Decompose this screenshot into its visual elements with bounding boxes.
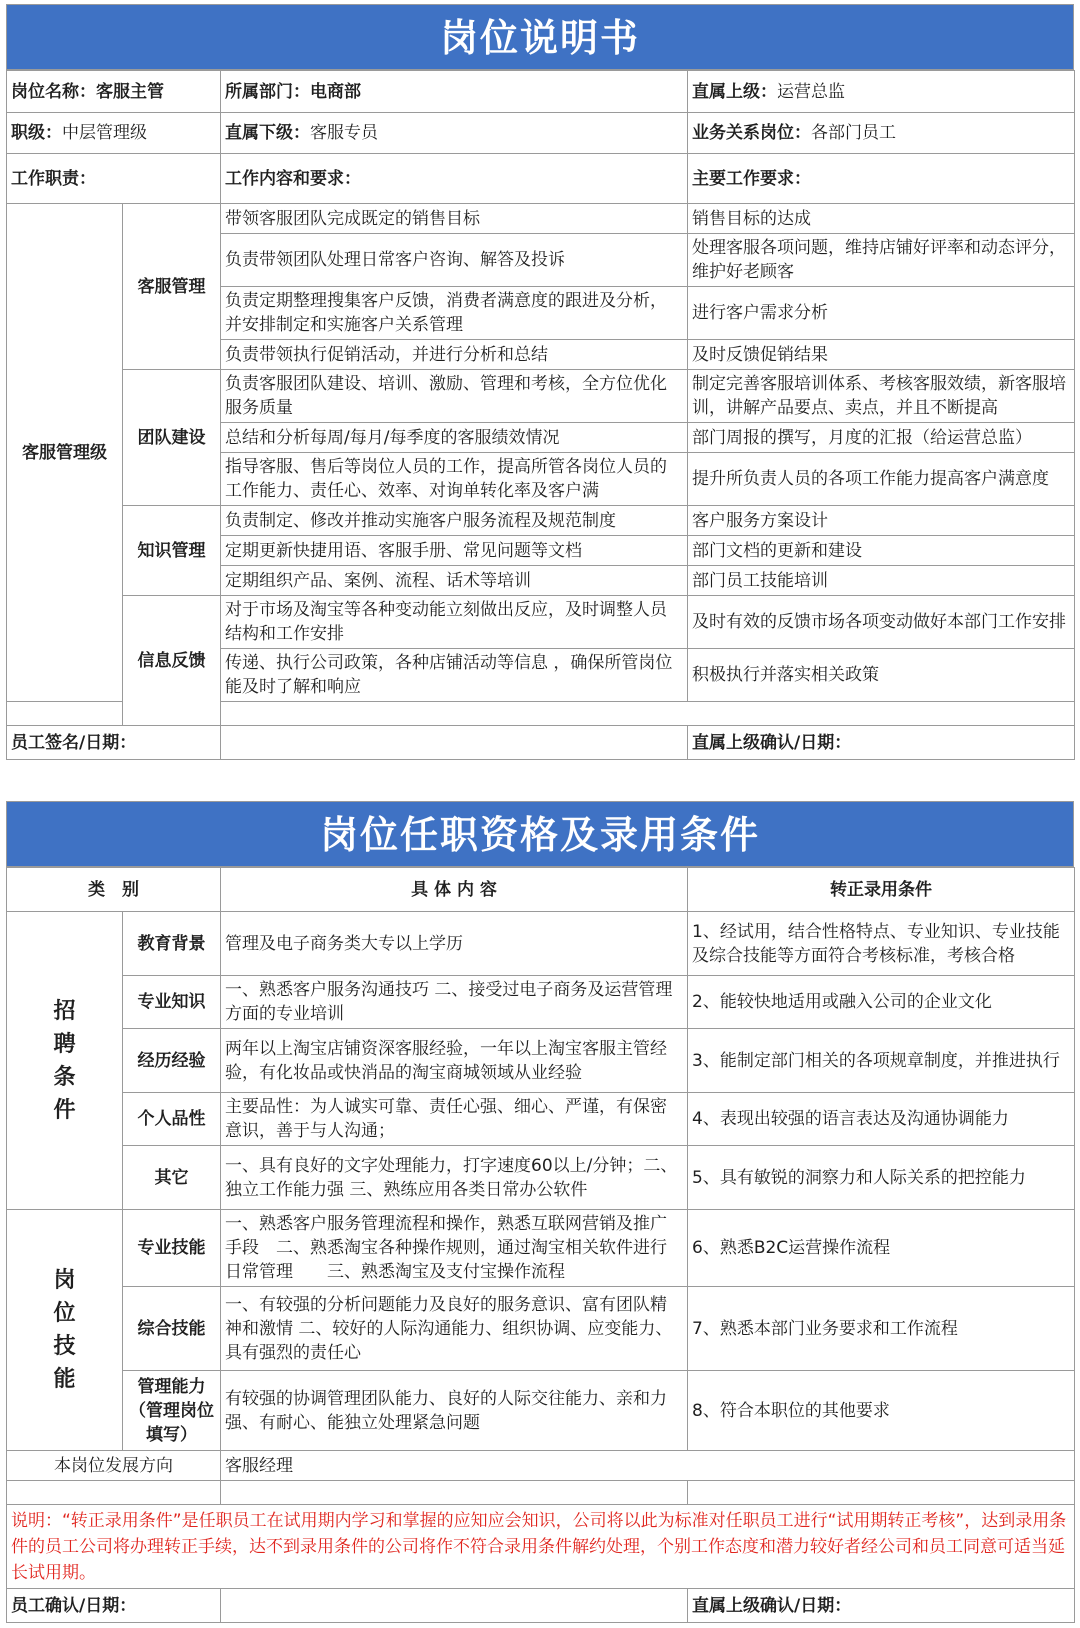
dept-value: 电商部 bbox=[310, 81, 361, 102]
qualification-row bbox=[7, 912, 1075, 976]
group-label-char: 技 bbox=[53, 1334, 76, 1359]
duty-requirement: 部门文档的更新和建设 bbox=[688, 536, 1075, 566]
item-name: 教育背景 bbox=[123, 912, 221, 976]
group-label-char: 聘 bbox=[53, 1031, 76, 1057]
group-label-char: 条 bbox=[53, 1064, 76, 1090]
job-description-title: 岗位说明书 bbox=[6, 4, 1074, 70]
duty-row bbox=[7, 204, 1075, 234]
qualifications-table bbox=[6, 867, 1075, 1623]
item-content: 两年以上淘宝店铺资深客服经验，一年以上淘宝客服主管经验，有化妆品或快消品的淘宝商城领域从业经验 bbox=[221, 1029, 688, 1093]
blank-cell bbox=[221, 1481, 688, 1505]
section-name: 信息反馈 bbox=[123, 596, 221, 726]
duty-content: 带领客服团队完成既定的销售目标 bbox=[221, 204, 688, 234]
item-name: 综合技能 bbox=[123, 1287, 221, 1371]
group-label-char: 件 bbox=[53, 1097, 76, 1123]
item-name: 专业技能 bbox=[123, 1210, 221, 1287]
development-row bbox=[7, 1451, 1075, 1481]
header-row-3 bbox=[7, 154, 1075, 204]
duty-content: 传递、执行公司政策，各种店铺活动等信息 ，确保所管岗位能及时了解和响应 bbox=[221, 649, 688, 702]
group-label-char: 招 bbox=[53, 998, 76, 1024]
item-name: 管理能力（管理岗位填写） bbox=[123, 1371, 221, 1451]
subordinate-value: 客服专员 bbox=[310, 123, 378, 143]
duty-requirement: 部门周报的撰写，月度的汇报（给运营总监） bbox=[688, 423, 1075, 453]
duty-content: 指导客服、售后等岗位人员的工作，提高所管各岗位人员的工作能力、责任心、效率、对询单转化率及客户满 bbox=[221, 453, 688, 506]
condition-item: 2、能较快地适用或融入公司的企业文化 bbox=[688, 976, 1075, 1029]
duty-content: 对于市场及淘宝等各种变动能立刻做出反应，及时调整人员结构和工作安排 bbox=[221, 596, 688, 649]
superior-confirm: 直属上级确认/日期： bbox=[688, 726, 1075, 760]
job-description-table bbox=[6, 70, 1075, 760]
qualifications-sheet bbox=[6, 801, 1074, 1623]
qualification-row bbox=[7, 1093, 1075, 1146]
position-value: 客服主管 bbox=[96, 81, 164, 102]
condition-item: 4、表现出较强的语言表达及沟通协调能力 bbox=[688, 1093, 1075, 1146]
blank-cell bbox=[688, 1481, 1075, 1505]
qualification-row bbox=[7, 1146, 1075, 1210]
group-label: 客服管理级 bbox=[7, 204, 123, 702]
employee-confirm: 员工确认/日期： bbox=[7, 1589, 221, 1623]
duty-requirement: 部门员工技能培训 bbox=[688, 566, 1075, 596]
duty-content: 负责定期整理搜集客户反馈，消费者满意度的跟进及分析，并安排制定和实施客户关系管理 bbox=[221, 287, 688, 340]
qualification-row bbox=[7, 1287, 1075, 1371]
section-name: 团队建设 bbox=[123, 370, 221, 506]
development-label: 本岗位发展方向 bbox=[7, 1451, 221, 1481]
qualification-row bbox=[7, 1210, 1075, 1287]
item-content: 管理及电子商务类大专以上学历 bbox=[221, 912, 688, 976]
job-description-sheet bbox=[6, 4, 1074, 760]
superior-value: 运营总监 bbox=[777, 81, 845, 102]
condition-item: 1、经试用，结合性格特点、专业知识、专业技能及综合技能等方面符合考核标准，考核合格 bbox=[688, 912, 1075, 976]
section-name: 知识管理 bbox=[123, 506, 221, 596]
group-label-recruit bbox=[7, 912, 123, 1210]
footer-row bbox=[7, 1589, 1075, 1623]
superior-cell bbox=[688, 71, 1075, 113]
duty-requirement: 及时有效的反馈市场各项变动做好本部门工作安排 bbox=[688, 596, 1075, 649]
duties-label: 工作职责： bbox=[7, 154, 221, 204]
level-value: 中层管理级 bbox=[62, 123, 147, 143]
condition-item: 6、熟悉B2C运营操作流程 bbox=[688, 1210, 1075, 1287]
item-content: 一、具有良好的文字处理能力，打字速度60以上/分钟；二、独立工作能力强 三、熟练应用各类日常办公软件 bbox=[221, 1146, 688, 1210]
note-row bbox=[7, 1505, 1075, 1589]
blank-cell bbox=[7, 702, 1075, 726]
dept-cell bbox=[221, 71, 688, 113]
employee-confirm-field[interactable] bbox=[221, 1589, 688, 1623]
duty-requirement: 客户服务方案设计 bbox=[688, 506, 1075, 536]
qualifications-header-row bbox=[7, 868, 1075, 912]
level-label: 职级： bbox=[11, 123, 62, 143]
superior-confirm: 直属上级确认/日期： bbox=[688, 1589, 1075, 1623]
item-content: 有较强的协调管理团队能力、良好的人际交往能力、亲和力强、有耐心、能独立处理紧急问题 bbox=[221, 1371, 688, 1451]
duty-content: 负责客服团队建设、培训、激励、管理和考核，全方位优化服务质量 bbox=[221, 370, 688, 423]
qualification-row bbox=[7, 976, 1075, 1029]
group-label-char: 位 bbox=[53, 1301, 76, 1326]
header-row-2 bbox=[7, 113, 1075, 154]
item-name: 经历经验 bbox=[123, 1029, 221, 1093]
group-label-skills bbox=[7, 1210, 123, 1451]
duty-content: 负责带领团队处理日常客户咨询、解答及投诉 bbox=[221, 234, 688, 287]
subordinate-cell bbox=[221, 113, 688, 154]
relation-label: 业务关系岗位： bbox=[692, 123, 811, 143]
content-label: 工作内容和要求： bbox=[221, 154, 688, 204]
relation-cell bbox=[688, 113, 1075, 154]
condition-item: 7、熟悉本部门业务要求和工作流程 bbox=[688, 1287, 1075, 1371]
duty-requirement: 销售目标的达成 bbox=[688, 204, 1075, 234]
relation-value: 各部门员工 bbox=[811, 123, 896, 143]
requirements-label: 主要工作要求： bbox=[688, 154, 1075, 204]
employee-sign-field[interactable] bbox=[221, 726, 688, 760]
duty-row bbox=[7, 370, 1075, 423]
group-label-char: 岗 bbox=[53, 1268, 76, 1293]
section-name: 客服管理 bbox=[123, 204, 221, 370]
duty-row bbox=[7, 506, 1075, 536]
footer-row bbox=[7, 726, 1075, 760]
duty-requirement: 制定完善客服培训体系、考核客服效绩，新客服培训，讲解产品要点、卖点，并且不断提高 bbox=[688, 370, 1075, 423]
qualification-row bbox=[7, 1371, 1075, 1451]
qualification-row bbox=[7, 1029, 1075, 1093]
blank-row bbox=[7, 702, 1075, 726]
position-label: 岗位名称： bbox=[11, 81, 96, 102]
position-cell bbox=[7, 71, 221, 113]
duty-row bbox=[7, 596, 1075, 649]
duty-content: 负责制定、修改并推动实施客户服务流程及规范制度 bbox=[221, 506, 688, 536]
duty-requirement: 提升所负责人员的各项工作能力提高客户满意度 bbox=[688, 453, 1075, 506]
condition-item: 3、能制定部门相关的各项规章制度，并推进执行 bbox=[688, 1029, 1075, 1093]
qualifications-title: 岗位任职资格及录用条件 bbox=[6, 801, 1074, 867]
level-cell bbox=[7, 113, 221, 154]
header-row-1 bbox=[7, 71, 1075, 113]
dept-label: 所属部门： bbox=[225, 81, 310, 102]
duty-content: 总结和分析每周/每月/每季度的客服绩效情况 bbox=[221, 423, 688, 453]
item-content: 一、熟悉客户服务管理流程和操作，熟悉互联网营销及推广手段 二、熟悉淘宝各种操作规则，通过淘宝相关软件进行日常管理 三、熟悉淘宝及支付宝操作流程 bbox=[221, 1210, 688, 1287]
condition-item: 5、具有敏锐的洞察力和人际关系的把控能力 bbox=[688, 1146, 1075, 1210]
content-header: 具 体 内 容 bbox=[221, 868, 688, 912]
duty-content: 负责带领执行促销活动，并进行分析和总结 bbox=[221, 340, 688, 370]
item-content: 一、有较强的分析问题能力及良好的服务意识、富有团队精神和激情 二、较好的人际沟通能力、组织协调、应变能力、具有强烈的责任心 bbox=[221, 1287, 688, 1371]
group-label-char: 能 bbox=[53, 1367, 76, 1392]
duty-requirement: 处理客服各项问题，维持店铺好评率和动态评分，维护好老顾客 bbox=[688, 234, 1075, 287]
item-name: 其它 bbox=[123, 1146, 221, 1210]
duty-content: 定期组织产品、案例、流程、话术等培训 bbox=[221, 566, 688, 596]
blank-cell bbox=[7, 1481, 221, 1505]
condition-header: 转正录用条件 bbox=[688, 868, 1075, 912]
duty-requirement: 进行客户需求分析 bbox=[688, 287, 1075, 340]
employee-sign: 员工签名/日期： bbox=[7, 726, 221, 760]
item-name: 专业知识 bbox=[123, 976, 221, 1029]
item-content: 一、熟悉客户服务沟通技巧 二、接受过电子商务及运营管理方面的专业培训 bbox=[221, 976, 688, 1029]
duty-requirement: 积极执行并落实相关政策 bbox=[688, 649, 1075, 702]
condition-item: 8、符合本职位的其他要求 bbox=[688, 1371, 1075, 1451]
item-name: 个人品性 bbox=[123, 1093, 221, 1146]
subordinate-label: 直属下级： bbox=[225, 123, 310, 143]
duty-requirement: 及时反馈促销结果 bbox=[688, 340, 1075, 370]
development-value: 客服经理 bbox=[221, 1451, 1075, 1481]
note-text: 说明：“转正录用条件”是任职员工在试用期内学习和掌握的应知应会知识，公司将以此为标准对任职员工进行“试用期转正考核”，达到录用条件的员工公司将办理转正手续，达不到录用条件的公司将作不符合录用条件解约处理，个别工作态度和潜力较好者经公司和员工同意可适当延长试用期。 bbox=[7, 1505, 1075, 1589]
superior-label: 直属上级： bbox=[692, 81, 777, 102]
item-content: 主要品性：为人诚实可靠、责任心强、细心、严谨，有保密意识，善于与人沟通； bbox=[221, 1093, 688, 1146]
blank-row bbox=[7, 1481, 1075, 1505]
duty-content: 定期更新快捷用语、客服手册、常见问题等文档 bbox=[221, 536, 688, 566]
category-header: 类 别 bbox=[7, 868, 221, 912]
